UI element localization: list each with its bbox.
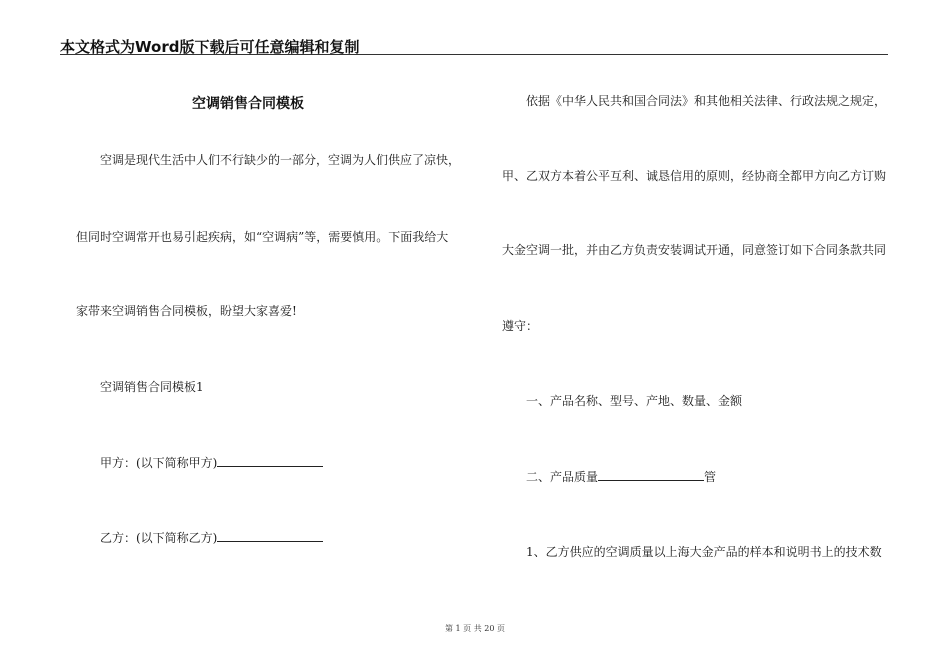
quality-label: 二、产品质量 [526, 470, 599, 484]
header-divider [60, 54, 888, 55]
quality-line [526, 468, 716, 485]
paragraph-line: 甲、乙双方本着公平互利、诚恳信用的原则，经协商全都甲方向乙方订购 [502, 169, 887, 183]
paragraph-line: 但同时空调常开也易引起疾病，如“空调病”等，需要慎用。下面我给大 [76, 230, 449, 244]
page-header-title: 本文格式为Word版下载后可任意编辑和复制 [60, 38, 360, 56]
paragraph-line: 遵守： [502, 319, 539, 333]
party-b-line [100, 529, 323, 546]
section-heading: 空调销售合同模板1 [100, 380, 204, 394]
quality-suffix: 管 [704, 470, 717, 484]
paragraph-line: 大金空调一批，并由乙方负责安装调试开通，同意签订如下合同条款共同 [502, 243, 887, 257]
section-heading: 一、产品名称、型号、产地、数量、金额 [526, 394, 743, 408]
paragraph-line: 1、乙方供应的空调质量以上海大金产品的样本和说明书上的技术数 [526, 545, 882, 559]
party-a-blank [217, 454, 323, 467]
page-footer: 第 1 页 共 20 页 [445, 624, 505, 633]
paragraph-line: 家带来空调销售合同模板，盼望大家喜爱! [76, 304, 297, 318]
paragraph-line: 空调是现代生活中人们不行缺少的一部分，空调为人们供应了凉快， [100, 153, 461, 167]
document-title: 空调销售合同模板 [192, 96, 304, 112]
party-a-label: 甲方：(以下简称甲方) [100, 456, 218, 470]
paragraph-line: 依据《中华人民共和国合同法》和其他相关法律、行政法规之规定， [526, 94, 887, 108]
party-b-blank [217, 529, 323, 542]
quality-blank [598, 468, 704, 481]
party-a-line [100, 454, 323, 471]
party-b-label: 乙方：(以下简称乙方) [100, 531, 218, 545]
